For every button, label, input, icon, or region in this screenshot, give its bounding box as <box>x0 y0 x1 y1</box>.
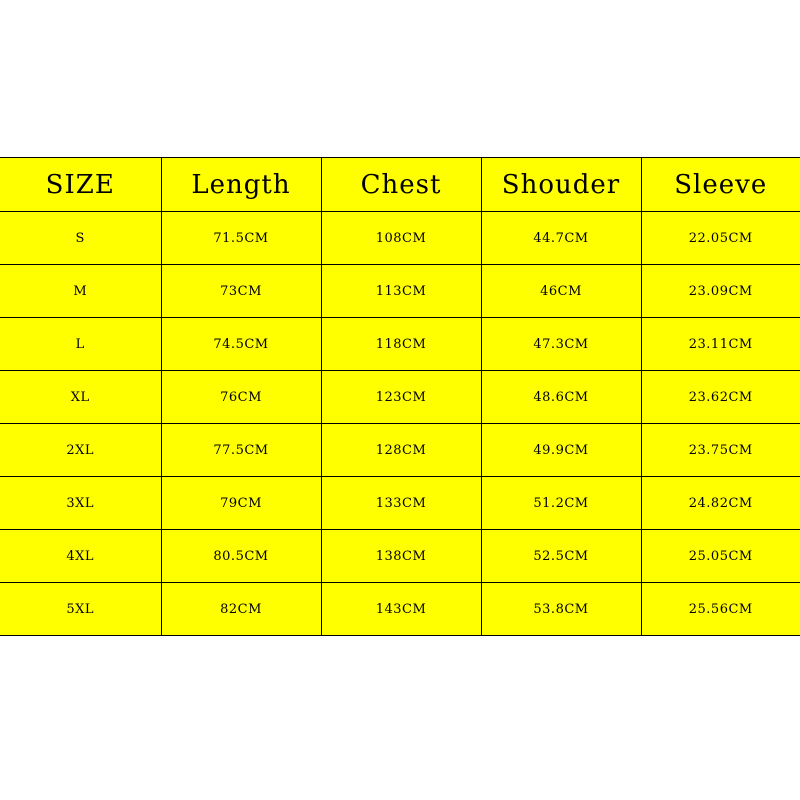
cell-sleeve: 24.82CM <box>641 477 800 530</box>
cell-shoulder: 48.6CM <box>481 371 641 424</box>
size-chart-table <box>0 157 800 636</box>
cell-size: 5XL <box>0 583 161 636</box>
table-row <box>0 212 800 265</box>
table-row <box>0 371 800 424</box>
cell-sleeve: 23.62CM <box>641 371 800 424</box>
cell-chest: 108CM <box>321 212 481 265</box>
cell-shoulder: 51.2CM <box>481 477 641 530</box>
cell-sleeve: 23.11CM <box>641 318 800 371</box>
cell-shoulder: 52.5CM <box>481 530 641 583</box>
cell-shoulder: 53.8CM <box>481 583 641 636</box>
cell-length: 77.5CM <box>161 424 321 477</box>
cell-chest: 113CM <box>321 265 481 318</box>
table-row <box>0 424 800 477</box>
cell-sleeve: 25.56CM <box>641 583 800 636</box>
header-chest: Chest <box>321 158 481 212</box>
header-shoulder: Shouder <box>481 158 641 212</box>
cell-size: L <box>0 318 161 371</box>
cell-sleeve: 23.09CM <box>641 265 800 318</box>
cell-length: 80.5CM <box>161 530 321 583</box>
cell-size: 4XL <box>0 530 161 583</box>
cell-length: 79CM <box>161 477 321 530</box>
cell-chest: 118CM <box>321 318 481 371</box>
cell-shoulder: 47.3CM <box>481 318 641 371</box>
table-row <box>0 583 800 636</box>
cell-sleeve: 22.05CM <box>641 212 800 265</box>
cell-length: 82CM <box>161 583 321 636</box>
cell-shoulder: 44.7CM <box>481 212 641 265</box>
cell-chest: 133CM <box>321 477 481 530</box>
cell-length: 74.5CM <box>161 318 321 371</box>
header-row <box>0 158 800 212</box>
cell-chest: 138CM <box>321 530 481 583</box>
cell-size: S <box>0 212 161 265</box>
cell-chest: 123CM <box>321 371 481 424</box>
header-length: Length <box>161 158 321 212</box>
header-sleeve: Sleeve <box>641 158 800 212</box>
header-size: SIZE <box>0 158 161 212</box>
cell-length: 71.5CM <box>161 212 321 265</box>
cell-chest: 128CM <box>321 424 481 477</box>
cell-length: 76CM <box>161 371 321 424</box>
cell-size: 3XL <box>0 477 161 530</box>
cell-shoulder: 49.9CM <box>481 424 641 477</box>
table-row <box>0 477 800 530</box>
cell-sleeve: 25.05CM <box>641 530 800 583</box>
cell-size: XL <box>0 371 161 424</box>
cell-shoulder: 46CM <box>481 265 641 318</box>
cell-size: 2XL <box>0 424 161 477</box>
table-row <box>0 318 800 371</box>
cell-chest: 143CM <box>321 583 481 636</box>
cell-sleeve: 23.75CM <box>641 424 800 477</box>
table-row <box>0 530 800 583</box>
cell-length: 73CM <box>161 265 321 318</box>
table-row <box>0 265 800 318</box>
cell-size: M <box>0 265 161 318</box>
